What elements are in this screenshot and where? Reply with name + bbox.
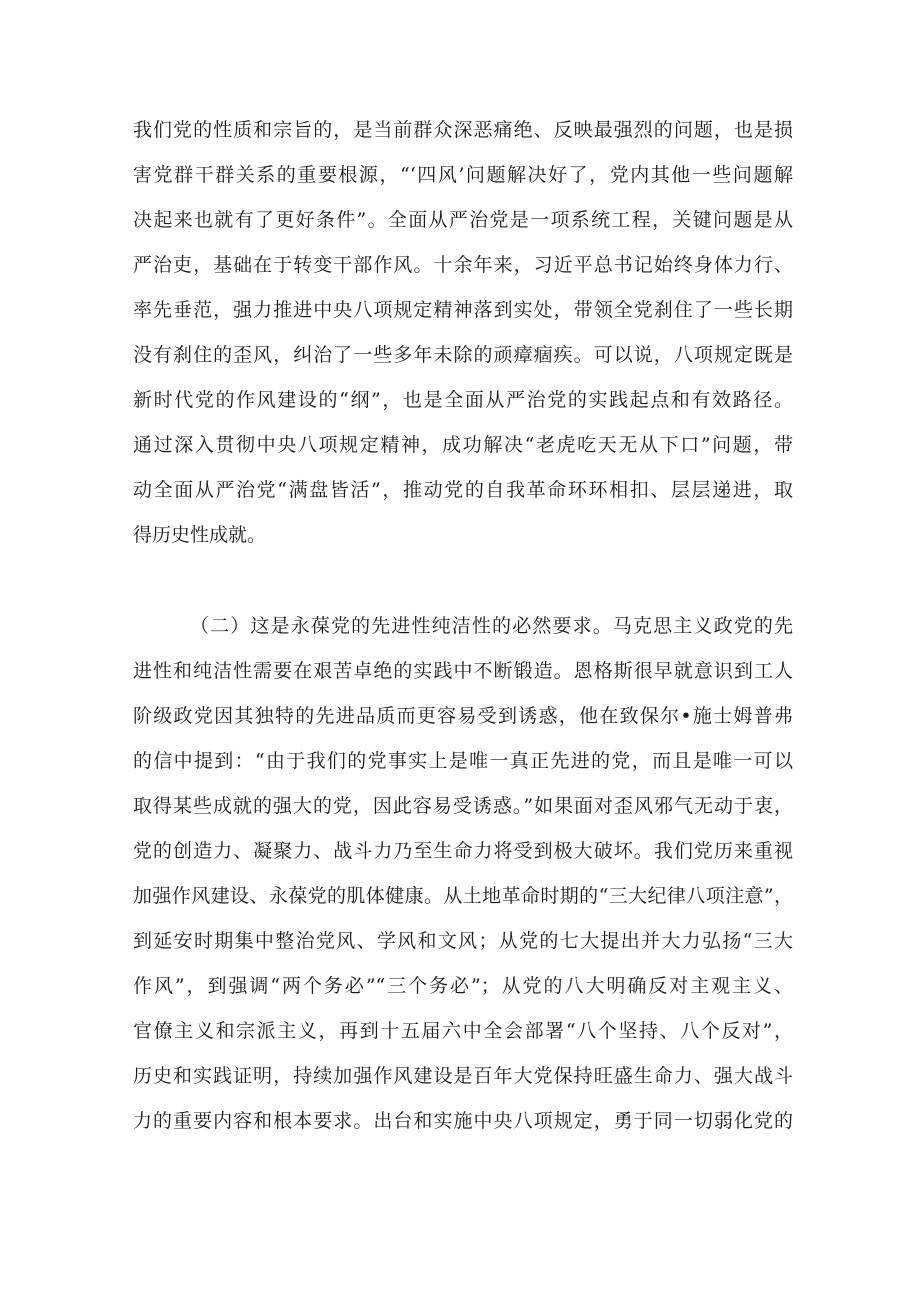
paragraph-2-line: 作风”，到强调“两个务必”“三个务必”；从党的八大明确反对主观主义、 [133, 975, 793, 997]
paragraph-2-line: 进性和纯洁性需要在艰苦卓绝的实践中不断锻造。恩格斯很早就意识到工人 [133, 660, 793, 682]
paragraph-1-line: 严治吏，基础在于转变干部作风。十余年来，习近平总书记始终身体力行、 [133, 254, 793, 276]
paragraph-1-line: 害党群干群关系的重要根源，“‘四风’问题解决好了，党内其他一些问题解 [133, 164, 793, 186]
paragraph-1-line: 我们党的性质和宗旨的，是当前群众深恶痛绝、反映最强烈的问题，也是损 [133, 119, 793, 141]
paragraph-2-line: （二）这是永葆党的先进性纯洁性的必然要求。马克思主义政党的先 [190, 615, 793, 637]
paragraph-2-line: 阶级政党因其独特的先进品质而更容易受到诱惑，他在致保尔•施士姆普弗 [133, 705, 793, 727]
paragraph-2-line: 力的重要内容和根本要求。出台和实施中央八项规定，勇于同一切弱化党的 [133, 1110, 793, 1132]
paragraph-1-line: 动全面从严治党“满盘皆活”，推动党的自我革命环环相扣、层层递进，取 [133, 479, 793, 501]
paragraph-1-line: 率先垂范，强力推进中央八项规定精神落到实处，带领全党刹住了一些长期 [133, 299, 793, 321]
paragraph-1-line: 通过深入贯彻中央八项规定精神，成功解决“老虎吃天无从下口”问题，带 [133, 434, 793, 456]
paragraph-2-line: 到延安时期集中整治党风、学风和文风；从党的七大提出并大力弘扬“三大 [133, 930, 793, 952]
paragraph-1-line: 新时代党的作风建设的“纲”，也是全面从严治党的实践起点和有效路径。 [133, 389, 793, 411]
paragraph-2-line: 历史和实践证明，持续加强作风建设是百年大党保持旺盛生命力、强大战斗 [133, 1065, 793, 1087]
paragraph-2-line: 官僚主义和宗派主义，再到十五届六中全会部署“八个坚持、八个反对”， [133, 1020, 793, 1042]
paragraph-1-line: 没有刹住的歪风，纠治了一些多年未除的顽瘴痼疾。可以说，八项规定既是 [133, 344, 793, 366]
paragraph-2-line: 的信中提到：“由于我们的党事实上是唯一真正先进的党，而且是唯一可以 [133, 750, 793, 772]
paragraph-1-line: 得历史性成就。 [133, 524, 267, 546]
paragraph-2-line: 加强作风建设、永葆党的肌体健康。从土地革命时期的“三大纪律八项注意”， [133, 885, 793, 907]
paragraph-2-line: 党的创造力、凝聚力、战斗力乃至生命力将受到极大破坏。我们党历来重视 [133, 840, 793, 862]
paragraph-1-line: 决起来也就有了更好条件”。全面从严治党是一项系统工程，关键问题是从 [133, 209, 793, 231]
paragraph-2-line: 取得某些成就的强大的党，因此容易受诱惑。”如果面对歪风邪气无动于衷， [133, 795, 793, 817]
